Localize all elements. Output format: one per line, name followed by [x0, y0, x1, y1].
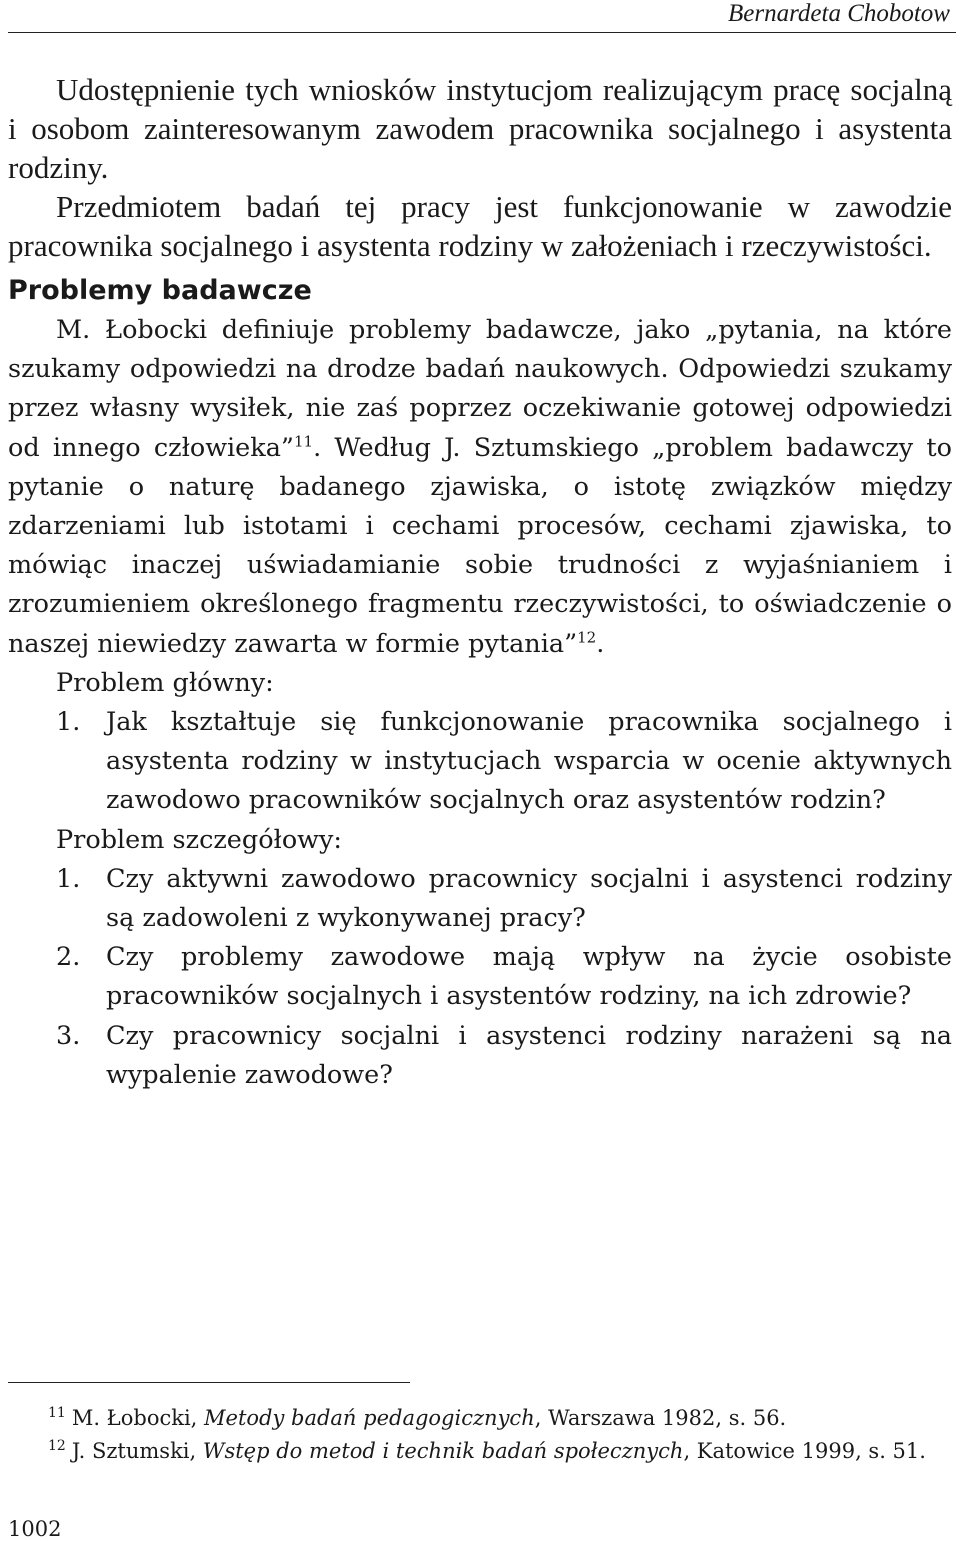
footnote-ref-12[interactable]: 12	[577, 628, 597, 647]
footnote-rest: , Warszawa 1982, s. 56.	[534, 1406, 787, 1430]
header-rule	[8, 32, 956, 33]
main-problem-list	[8, 703, 952, 821]
footnote-rest: , Katowice 1999, s. 51.	[683, 1439, 926, 1463]
detail-problem-label: Problem szczegółowy:	[56, 824, 343, 855]
intro-paragraph-1: Udostępnienie tych wniosków instytucjom realizującym pracę socjalną i osobom zainteresowanym zawodem pracownika socjalnego i asystenta rodziny.	[8, 72, 952, 185]
main-problem-label: Problem główny:	[56, 667, 274, 698]
list-item-text: Czy pracownicy socjalni i asystenci rodziny narażeni są na wypalenie zawodowe?	[106, 1020, 952, 1090]
list-item-number: 1.	[56, 707, 81, 738]
list-item-number: 3.	[56, 1020, 81, 1051]
footnote-title: Metody badań pedagogicznych	[204, 1406, 535, 1430]
footnote-title: Wstęp do metod i technik badań społecznych	[202, 1439, 684, 1463]
footnote-author: J. Sztumski,	[71, 1439, 203, 1463]
list-item-text: Jak kształtuje się funkcjonowanie pracownika socjalnego i asystenta rodziny w instytucjach wsparcia w ocenie aktywnych zawodowo pracowników socjalnych oraz asystentów rodzin?	[106, 707, 952, 816]
list-item	[8, 938, 952, 1016]
list-item-text: Czy aktywni zawodowo pracownicy socjalni i asystenci rodziny są zadowoleni z wykonywanej pracy?	[106, 863, 952, 934]
footnote-11	[48, 1402, 958, 1435]
section-heading: Problemy badawcze	[8, 275, 312, 306]
footnote-number: 12	[48, 1438, 66, 1454]
footnotes	[48, 1402, 958, 1468]
detail-problem-list	[8, 860, 952, 1095]
list-item	[8, 860, 952, 938]
section-paragraph-part-a: M. Łobocki definiuje problemy badawcze, jako „pytania, na które szukamy odpowiedzi na drodze badań naukowych. Odpowiedzi szukamy przez własny wysiłek, nie zaś poprzez oczekiwanie gotowej odpowiedzi od innego człowieka”	[8, 315, 952, 463]
footnote-12	[48, 1435, 958, 1468]
list-item-number: 1.	[56, 863, 81, 894]
section-paragraph-part-c: .	[596, 628, 605, 659]
list-item-text: Czy problemy zawodowe mają wpływ na życie osobiste pracowników socjalnych i asystentów rodziny, na ich zdrowie?	[106, 942, 952, 1012]
intro-paragraph-2: Przedmiotem badań tej pracy jest funkcjonowanie w zawodzie pracownika socjalnego i asystenta rodziny w założeniach i rzeczywistości.	[8, 189, 952, 263]
footnote-author: M. Łobocki,	[71, 1406, 205, 1430]
footnote-rule	[8, 1382, 410, 1383]
footnote-ref-11[interactable]: 11	[293, 432, 314, 451]
page-number: 1002	[8, 1517, 62, 1541]
main-text	[8, 70, 952, 1095]
section-paragraph	[8, 311, 952, 664]
list-item-number: 2.	[56, 942, 81, 973]
list-item	[8, 1017, 952, 1095]
section-paragraph-part-b: . Według J. Sztumskiego „problem badawczy to pytanie o naturę badanego zjawiska, o istotę związków między zdarzeniami lub istotami i cechami procesów, cechami zjawiska, to mówiąc inaczej uświadamianie sobie trudności z wyjaśnianiem i zrozumieniem określonego fragmentu rzeczywistości, to oświadczenie o naszej niewiedzy zawarta w formie pytania”	[8, 432, 952, 659]
footnote-number: 11	[48, 1405, 66, 1421]
list-item	[8, 703, 952, 821]
running-header-author: Bernardeta Chobotow	[728, 0, 950, 27]
